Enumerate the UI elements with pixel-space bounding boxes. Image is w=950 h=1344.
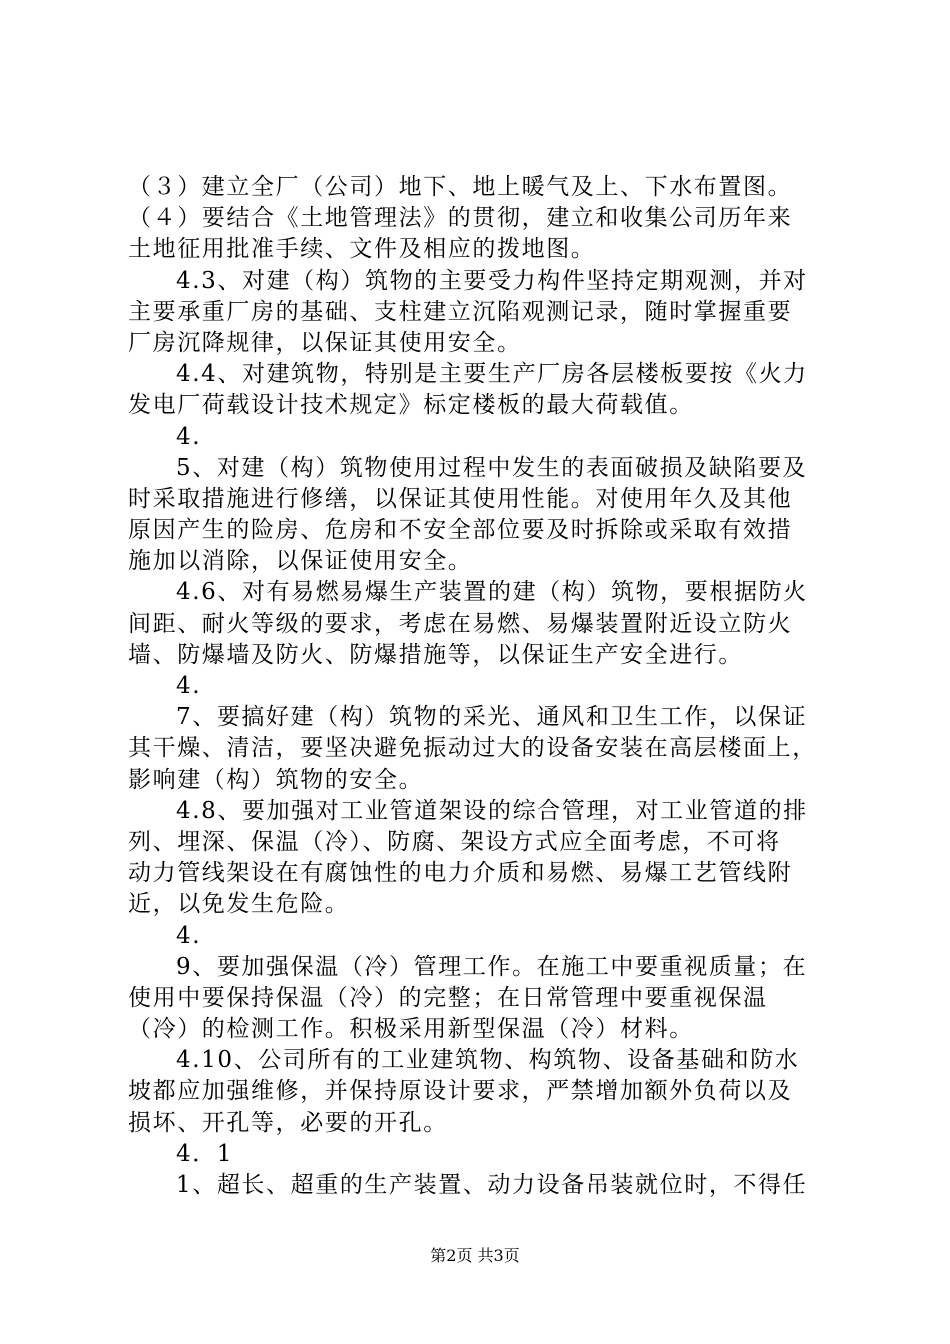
text-line: 损坏、开孔等，必要的开孔。 (128, 1109, 448, 1136)
text-line: 影响建（构）筑物的安全。 (128, 766, 424, 793)
text-line: 原因产生的险房、危房和不安全部位要及时拆除或采取有效措 (128, 517, 793, 544)
document-body (128, 172, 840, 1201)
text-line: （３）建立全厂（公司）地下、地上暖气及上、下水布置图。 (128, 174, 793, 200)
text-line: 4．1 (176, 1140, 234, 1167)
text-line: 发电厂荷载设计技术规定》标定楼板的最大荷载值。 (128, 392, 694, 419)
text-line: 列、埋深、保温（冷）、防腐、架设方式应全面考虑，不可将 (128, 828, 781, 855)
text-line: 4. (176, 673, 202, 699)
text-line: 9、要加强保温（冷）管理工作。在施工中要重视质量；在 (176, 953, 808, 980)
text-line: 4.3、对建（构）筑物的主要受力构件坚持定期观测，并对 (176, 267, 808, 294)
text-line: 主要承重厂房的基础、支柱建立沉陷观测记录，随时掌握重要 (128, 298, 793, 325)
text-line: 动力管线架设在有腐蚀性的电力介质和易燃、易爆工艺管线附 (128, 860, 793, 887)
text-line: 4.10、公司所有的工业建筑物、构筑物、设备基础和防水 (176, 1047, 800, 1074)
text-line: 4.6、对有易燃易爆生产装置的建（构）筑物，要根据防火 (176, 579, 808, 606)
text-line: 其干燥、清洁，要坚决避免振动过大的设备安装在高层楼面上， (128, 735, 817, 762)
text-line: （冷）的检测工作。积极采用新型保温（冷）材料。 (128, 1016, 694, 1043)
text-line: 时采取措施进行修缮，以保证其使用性能。对使用年久及其他 (128, 485, 793, 512)
text-line: 4.8、要加强对工业管道架设的综合管理，对工业管道的排 (176, 797, 808, 824)
text-line: （４）要结合《土地管理法》的贯彻，建立和收集公司历年来 (128, 205, 793, 232)
page-footer: 第2页 共3页 (430, 1246, 520, 1265)
text-line: 厂房沉降规律，以保证其使用安全。 (128, 329, 522, 356)
text-line: 1、超长、超重的生产装置、动力设备吊装就位时，不得任 (176, 1172, 808, 1198)
text-line: 近，以免发生危险。 (128, 891, 350, 918)
text-line: 5、对建（构）筑物使用过程中发生的表面破损及缺陷要及 (176, 454, 808, 481)
text-line: 土地征用批准手续、文件及相应的拨地图。 (128, 236, 596, 263)
text-line: 间距、耐火等级的要求，考虑在易燃、易爆装置附近设立防火 (128, 610, 793, 637)
text-line: 墙、防爆墙及防火、防爆措施等，以保证生产安全进行。 (128, 641, 743, 668)
text-line: 施加以消除，以保证使用安全。 (128, 548, 473, 575)
text-line: 4. (176, 922, 202, 949)
text-line: 坡都应加强维修，并保持原设计要求，严禁增加额外负荷以及 (128, 1078, 793, 1105)
text-line: 4.4、对建筑物，特别是主要生产厂房各层楼板要按《火力 (176, 361, 808, 388)
text-line: 4. (176, 423, 202, 450)
text-line: 7、要搞好建（构）筑物的采光、通风和卫生工作，以保证 (176, 704, 808, 731)
text-line: 使用中要保持保温（冷）的完整；在日常管理中要重视保温 (128, 984, 768, 1011)
